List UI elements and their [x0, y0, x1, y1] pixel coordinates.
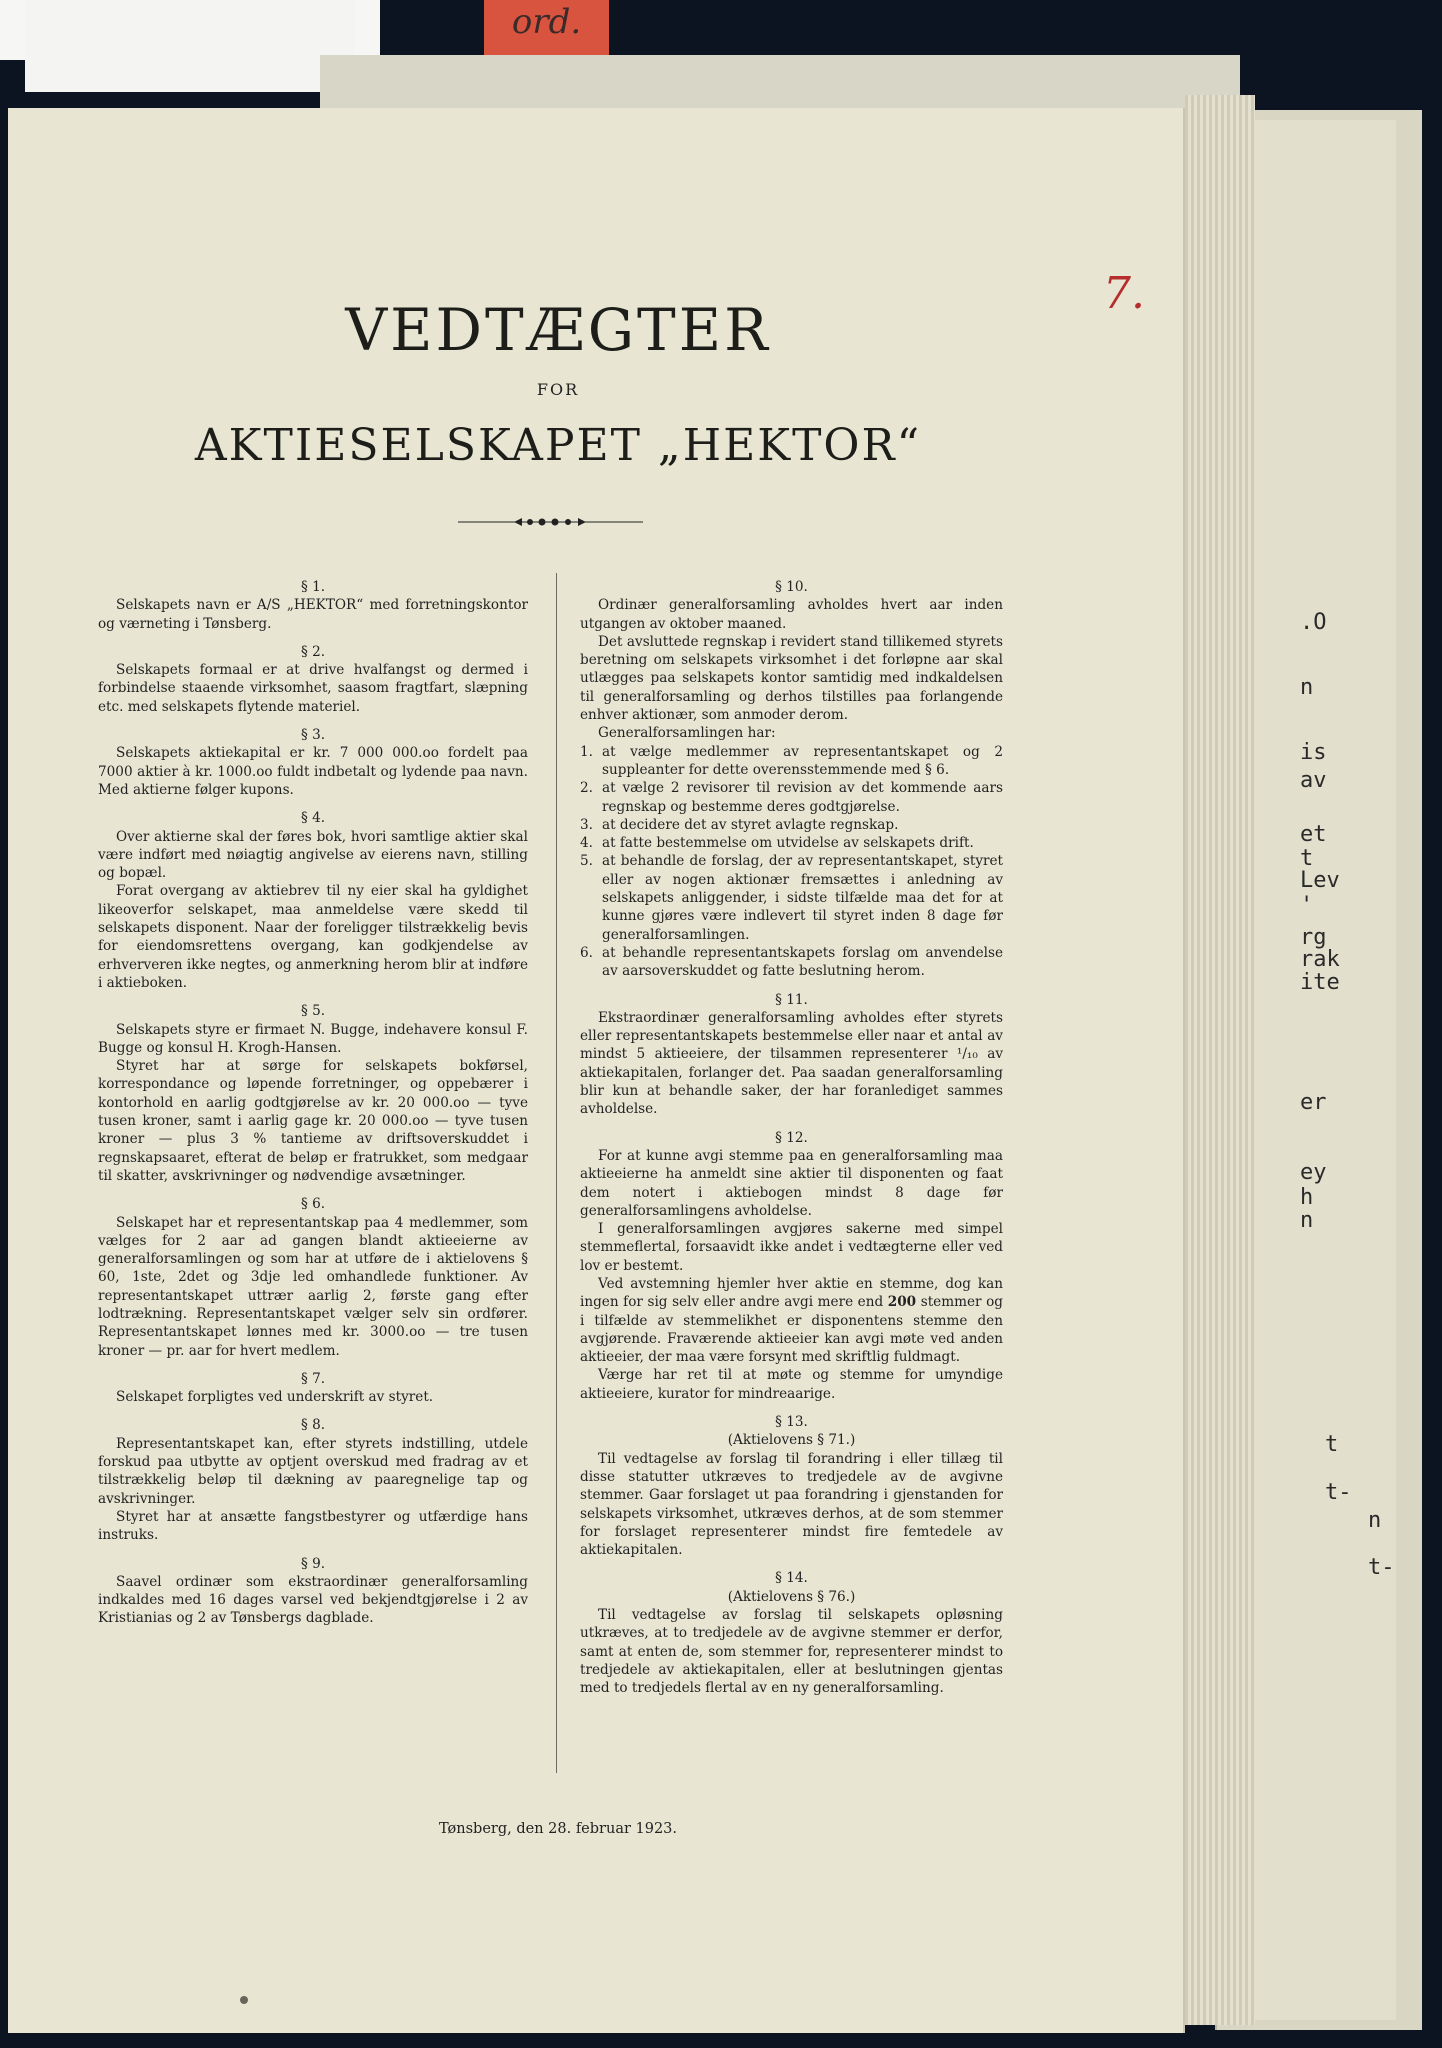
paragraph: Selskapets aktiekapital er kr. 7 000 000.oo fordelt paa 7000 aktier à kr. 1000.oo fuldt indbetalt og lydende paa navn. Med aktierne følger kupons. — [98, 745, 528, 798]
company-name: AKTIESELSKAPET „HEKTOR“ — [194, 420, 922, 471]
list-item — [580, 779, 1003, 816]
ornament-divider — [458, 514, 643, 530]
red-note-text: ord. — [511, 2, 582, 42]
law-reference: (Aktielovens § 76.) — [727, 1588, 856, 1605]
list-text: at decidere det av styret avlagte regnskap. — [602, 816, 899, 833]
paragraph: Selskapets styre er firmaet N. Bugge, indehavere konsul F. Bugge og konsul H. Krogh-Hansen. — [98, 1021, 528, 1056]
paragraph: Selskapet har et representantskap paa 4 medlemmer, som vælges for 2 aar ad gangen blandt aktieeierne av generalforsamlingen og som har at utføre de i aktielovens § 60, 1ste, 2det og 3dje led omhandlede funktioner. Av representantskapet uttrær aarlig 2, første gang efter lodtrækning. Representantskapet vælger selv sin ordfører. Representantskapet lønnes med kr. 3000.oo — tre tusen kroner — pr. aar for hvert medlem. — [98, 1214, 528, 1359]
paragraph: Til vedtagelse av forslag til forandring i eller tillæg til disse statutter utkræves to tredjedele av de avgivne stemmer. Gaar forslaget ut paa forandring i gjenstanden for selskapets virksomhet, utkræves derhos, at de som stemmer for forslaget representerer mindst fire femtedele av aktiekapitalen. — [580, 1450, 1003, 1559]
margin-text-fragment: av — [1300, 768, 1327, 793]
paragraph — [580, 1275, 1003, 1366]
left-column — [98, 578, 528, 1628]
text-span: stemmer og i tilfælde av stemmelikhet er disponentens stemme den avgjørende. Fraværende aktieeier kan avgi møte ved anden aktieeier, der maa være forsynt med skriftlig fuldmagt. — [580, 1294, 1003, 1366]
paragraph: Forat overgang av aktiebrev til ny eier skal ha gyldighet likeoverfor selskapet, maa anmeldelse være skedd til selskapets disponent. Naar der foreligger tilstrækkelig bevis for eiendomsrettens overgang, kan godkjendelse av erhververen ikke negtes, og anmerkning herom blir at indføre i aktieboken. — [98, 883, 528, 991]
paragraph: For at kunne avgi stemme paa en generalforsamling maa aktieeierne ha anmeldt sine aktier til disponenten og faat dem notert i aktiebogen mindst 8 dage før generalforsamlingens avholdelse. — [580, 1147, 1003, 1219]
section-heading: § 3. — [300, 727, 326, 744]
margin-text-fragment: n — [1300, 675, 1314, 700]
paragraph: I generalforsamlingen avgjøres sakerne med simpel stemmeflertal, forsaavidt ikke andet i vedtægterne eller ved lov er bestemt. — [580, 1221, 1003, 1274]
page-stack-edge — [1185, 95, 1255, 2025]
law-reference: (Aktielovens § 71.) — [727, 1432, 856, 1449]
paragraph: Selskapets formaal er at drive hvalfangst og dermed i forbindelse staaende virksomhet, saasom fragtfart, slæpning etc. med selskapets flytende materiel. — [98, 662, 528, 715]
margin-text-fragment: t — [1300, 846, 1314, 871]
paragraph: Representantskapet kan, efter styrets indstilling, utdele forskud paa utbytte av optjent overskud med fradrag av et tilstrækkelig beløp til dækning av paaregnelige tap og avskrivninger. — [98, 1435, 528, 1507]
list-number: 4. — [580, 835, 593, 852]
margin-text-fragment: ey — [1300, 1160, 1327, 1185]
margin-text-fragment: n — [1368, 1508, 1382, 1533]
list-item — [580, 944, 1003, 981]
list-item — [580, 834, 1003, 852]
section-heading: § 14. — [775, 1570, 808, 1587]
margin-text-fragment: is — [1300, 740, 1327, 765]
margin-text-fragment: et — [1300, 822, 1327, 847]
paragraph: Til vedtagelse av forslag til selskapets opløsning utkræves, at to tredjedele av de avgivne stemmer er derfor, samt at enten de, som stemmer for, representerer mindst to tredjedele av aktiekapitalen, eller at beslutningen gjentas med to tredjedels flertal av en ny generalforsamling. — [580, 1607, 1003, 1697]
paragraph: Saavel ordinær som ekstraordinær generalforsamling indkaldes med 16 dages varsel ved bekjendtgjørelse i 2 av Kristianias og 2 av Tønsbergs dagblade. — [98, 1573, 528, 1627]
list-number: 5. — [580, 853, 593, 870]
list-item — [580, 816, 1003, 834]
section-heading: § 11. — [775, 991, 808, 1008]
section-heading: § 9. — [300, 1555, 326, 1572]
margin-text-fragment: rak — [1300, 947, 1340, 972]
paragraph: Styret har at ansætte fangstbestyrer og utfærdige hans instruks. — [98, 1508, 528, 1544]
bold-number: 200 — [887, 1294, 917, 1311]
margin-text-fragment: t- — [1368, 1555, 1395, 1580]
section-heading: § 8. — [300, 1417, 326, 1434]
margin-text-fragment: rg — [1300, 925, 1327, 950]
red-sticky-note — [484, 0, 609, 57]
section-heading: § 10. — [775, 579, 808, 595]
section-heading: § 6. — [300, 1196, 326, 1213]
paragraph: Ordinær generalforsamling avholdes hvert aar inden utgangen av oktober maaned. — [580, 597, 1003, 632]
section-heading: § 2. — [300, 643, 326, 660]
paragraph: Ekstraordinær generalforsamling avholdes efter styrets eller representantskapets bestemmelse eller naar et antal av mindst 5 aktieeiere, der tilsammen representerer ¹/₁₀ av aktiekapitalen, forlanger det. Paa saadan generalforsamling blir kun at behandle saker, der har foranlediget sammes avholdelse. — [580, 1009, 1003, 1118]
section-heading: § 1. — [300, 579, 326, 595]
agenda-list — [580, 743, 1003, 981]
list-text: at behandle representantskapets forslag om anvendelse av aarsoverskuddet og fatte beslutning herom. — [602, 944, 1003, 980]
white-paper-tab — [25, 0, 355, 92]
right-column — [580, 578, 1003, 1698]
margin-text-fragment: t — [1325, 1432, 1339, 1457]
paragraph: Det avsluttede regnskap i revidert stand tillikemed styrets beretning om selskapets virksomhet i det forløpne aar skal utlægges paa selskapets kontor samtidig med indkaldelsen til generalforsamling og derhos tilstilles paa forlangende enhver aktionær, som anmoder derom. — [580, 633, 1003, 724]
paragraph: Selskapets navn er A/S „HEKTOR“ med forretningskontor og værneting i Tønsberg. — [98, 597, 528, 632]
paragraph: Selskapet forpligtes ved underskrift av styret. — [116, 1389, 434, 1406]
column-divider — [556, 573, 557, 1773]
paragraph: Styret har at sørge for selskapets bokførsel, korrespondance og løpende forretninger, og oppebærer i kontorhold en aarlig godtgjørelse av kr. 20 000.oo — tyve tusen kroner, samt i aarlig gage kr. 20 000.oo — tyve tusen kroner — plus 3 % tantieme av driftsoverskuddet i regnskapsaaret, efterat de beløp er fratrukket, som medgaar til skatter, avskrivninger og nødvendige avsætninger. — [98, 1058, 528, 1184]
margin-text-fragment: .O — [1300, 610, 1327, 635]
list-number: 3. — [580, 816, 593, 833]
title-for: FOR — [536, 380, 580, 399]
list-item — [580, 743, 1003, 780]
section-heading: § 7. — [300, 1370, 326, 1387]
list-number: 2. — [580, 780, 593, 797]
margin-text-fragment: h — [1300, 1185, 1314, 1210]
list-text: at fatte bestemmelse om utvidelse av selskapets drift. — [602, 835, 974, 852]
document-title: VEDTÆGTER — [345, 296, 771, 364]
margin-text-fragment: Lev — [1300, 868, 1340, 893]
list-number: 1. — [580, 743, 593, 760]
paragraph: Generalforsamlingen har: — [598, 725, 776, 742]
handwritten-page-number: 7. — [1103, 268, 1145, 319]
list-text: at vælge medlemmer av representantskapet og 2 suppleanter for dette overensstemmende med § 6. — [602, 743, 1003, 778]
underlying-page-top-edge — [320, 55, 1240, 110]
list-item — [580, 852, 1003, 943]
paragraph: Over aktierne skal der føres bok, hvori samtlige aktier skal være indført med nøiagtig angivelse av eierens navn, stilling og bopæl. — [98, 828, 528, 882]
paper-spot — [240, 1996, 248, 2004]
section-heading: § 5. — [300, 1003, 326, 1020]
list-number: 6. — [580, 944, 593, 961]
margin-text-fragment: ' — [1300, 893, 1314, 918]
margin-text-fragment: t- — [1325, 1480, 1352, 1505]
list-text: at behandle de forslag, der av representantskapet, styret eller av nogen aktionær fremsættes i anledning av selskapets anliggender, i sidste tilfælde maa det for at kunne gjøres være indlevert til styret inden 8 dage før generalforsamlingen. — [602, 853, 1003, 943]
section-heading: § 12. — [775, 1129, 808, 1146]
date-line: Tønsberg, den 28. februar 1923. — [438, 1821, 678, 1837]
text-span: Ved avstemning hjemler hver aktie en stemme, dog kan ingen for sig selv eller andre avgi mere end — [580, 1275, 1003, 1311]
margin-text-fragment: ite — [1300, 970, 1340, 995]
margin-text-fragment: er — [1300, 1090, 1327, 1115]
paragraph: Værge har ret til at møte og stemme for umyndige aktieeiere, kurator for mindreaarige. — [580, 1367, 1003, 1402]
document-page — [8, 108, 1183, 2033]
section-heading: § 4. — [300, 810, 326, 827]
underlying-document-sheet-2 — [1245, 120, 1396, 2020]
section-heading: § 13. — [775, 1414, 808, 1431]
margin-text-fragment: n — [1300, 1208, 1314, 1233]
list-text: at vælge 2 revisorer til revision av det kommende aars regnskap og bestemme deres godtgjørelse. — [602, 780, 1003, 815]
